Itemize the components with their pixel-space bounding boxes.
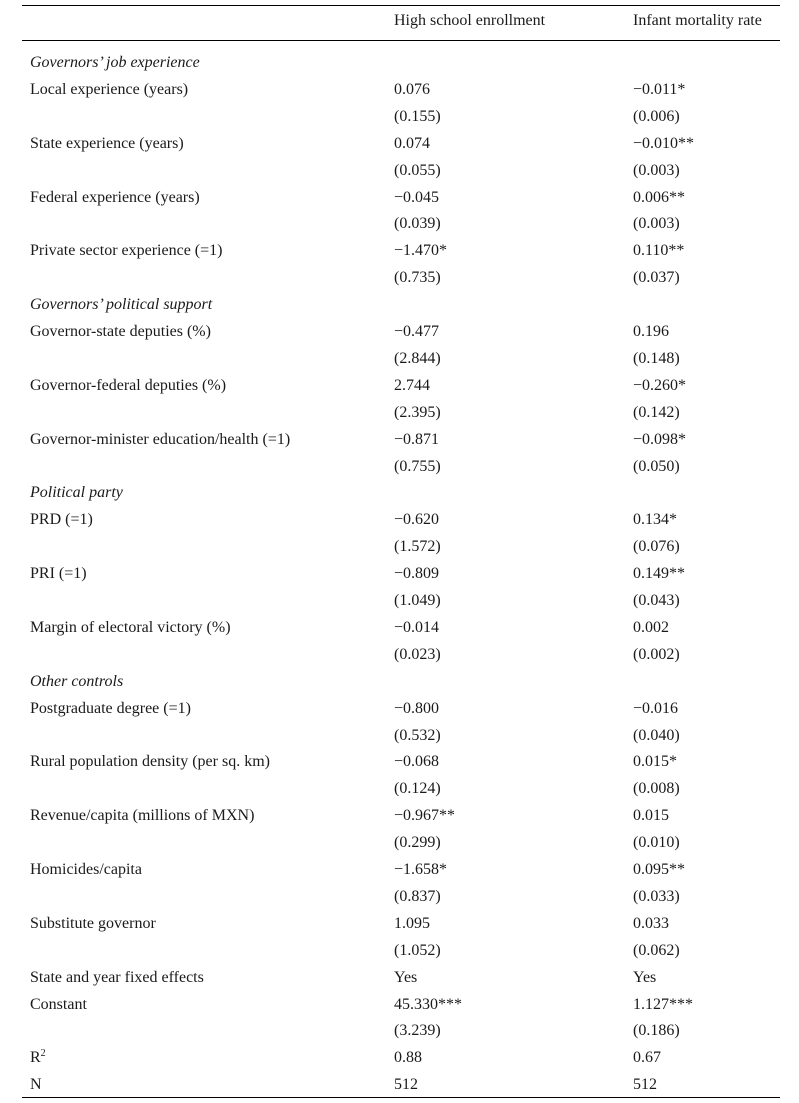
std-error-row [0,779,799,806]
row-label [30,618,231,638]
row-label-text: Governor-federal deputies (%) [30,376,227,394]
std-error-row [0,403,799,430]
section-heading-row [0,53,799,80]
std-error-row [0,214,799,241]
section-heading-row [0,295,799,322]
infant-mortality-rate-value: (0.003) [633,215,680,233]
high-school-enrollment-value: 512 [394,1076,418,1094]
std-error-row [0,887,799,914]
high-school-enrollment-value: 0.076 [394,80,430,98]
row-label-text: State experience (years) [30,134,184,152]
row-label-text: Local experience (years) [30,80,189,98]
std-error-row [0,833,799,860]
infant-mortality-rate-value: 0.67 [633,1049,661,1067]
table-row [0,134,799,161]
std-error-row [0,1021,799,1048]
row-label [30,995,87,1015]
high-school-enrollment-value: 1.095 [394,914,430,932]
table-row [0,1048,799,1075]
infant-mortality-rate-value: Yes [633,968,657,986]
infant-mortality-rate-value: (0.148) [633,349,680,367]
table-row [0,699,799,726]
row-label-text: Governor-state deputies (%) [30,323,211,340]
row-label-text: Margin of electoral victory (%) [30,618,231,636]
high-school-enrollment-value: (0.299) [394,834,441,852]
row-label [30,430,290,450]
section-heading: Governors’ job experience [30,54,200,71]
table-row [0,618,799,645]
high-school-enrollment-value: −0.871 [394,430,440,448]
row-label [30,914,156,934]
infant-mortality-rate-value: 0.149** [633,565,685,583]
std-error-row [0,941,799,968]
table-row [0,510,799,537]
std-error-row [0,268,799,295]
section-heading-row [0,483,799,510]
row-label-text: Private sector experience (=1) [30,242,223,260]
header-rule [22,40,780,41]
infant-mortality-rate-value: −0.016 [633,699,679,717]
infant-mortality-rate-value: (0.006) [633,107,680,125]
high-school-enrollment-value: (2.395) [394,403,441,421]
row-label [30,806,254,826]
table-row [0,914,799,941]
std-error-row [0,349,799,376]
high-school-enrollment-value: (1.572) [394,538,441,556]
high-school-enrollment-value: (0.532) [394,726,441,744]
header-row [0,11,799,38]
high-school-enrollment-value: Yes [394,968,418,986]
row-label-text: Rural population density (per sq. km) [30,753,270,771]
row-label [30,322,211,342]
table-row [0,564,799,591]
high-school-enrollment-value: −0.045 [394,188,440,206]
infant-mortality-rate-value: 0.033 [633,914,669,932]
std-error-row [0,645,799,672]
infant-mortality-rate-value: (0.033) [633,887,680,905]
table-row [0,860,799,887]
high-school-enrollment-value: (1.049) [394,592,441,609]
row-label-text: State and year fixed effects [30,968,204,986]
table-row [0,322,799,349]
infant-mortality-rate-value: (0.076) [633,538,680,556]
row-label [30,1048,46,1068]
row-label-text: Revenue/capita (millions of MXN) [30,807,255,825]
infant-mortality-rate-value: 0.110** [633,242,685,260]
high-school-enrollment-value: (0.124) [394,780,441,798]
std-error-row [0,457,799,484]
infant-mortality-rate-value: 0.095** [633,861,685,878]
high-school-enrollment-value: −0.477 [394,323,440,340]
row-label [30,752,270,772]
infant-mortality-rate-value: (0.002) [633,645,680,663]
infant-mortality-rate-value: 0.002 [633,618,669,636]
table-row [0,1075,799,1102]
infant-mortality-rate-value: (0.008) [633,780,680,798]
infant-mortality-rate-value: (0.040) [633,726,680,744]
infant-mortality-rate-value: −0.098* [633,430,687,448]
high-school-enrollment-value: (2.844) [394,349,441,367]
high-school-enrollment-value: −0.967** [394,807,456,825]
high-school-enrollment-value: (0.837) [394,887,441,905]
high-school-enrollment-value: (0.039) [394,215,441,233]
std-error-row [0,161,799,188]
table-row [0,995,799,1022]
infant-mortality-rate-value: 1.127*** [633,995,693,1013]
infant-mortality-rate-value: (0.043) [633,592,680,609]
row-label [30,699,191,719]
row-label-text: Federal experience (years) [30,188,200,206]
row-label [30,134,184,154]
infant-mortality-rate-value: 0.134* [633,511,677,529]
high-school-enrollment-value: (0.155) [394,107,441,125]
infant-mortality-rate-value: (0.050) [633,457,680,475]
infant-mortality-rate-value: 512 [633,1076,657,1094]
table-row [0,430,799,457]
table-row [0,968,799,995]
high-school-enrollment-value: 45.330*** [394,995,462,1013]
row-label-text: R [30,1049,41,1067]
row-label [30,510,93,530]
std-error-row [0,591,799,618]
high-school-enrollment-value: −0.809 [394,565,440,583]
table-row [0,188,799,215]
infant-mortality-rate-value: (0.142) [633,403,680,421]
high-school-enrollment-value: −0.620 [394,511,440,529]
section-heading: Governors’ political support [30,296,213,314]
high-school-enrollment-value: (0.755) [394,457,441,475]
high-school-enrollment-value: 0.88 [394,1049,422,1067]
row-label [30,564,87,584]
infant-mortality-rate-value: −0.011* [633,80,686,98]
top-rule [22,5,780,6]
std-error-row [0,537,799,564]
row-label [30,376,226,396]
high-school-enrollment-value: −0.068 [394,753,440,771]
row-label-text: Postgraduate degree (=1) [30,699,191,717]
high-school-enrollment-value: (0.735) [394,269,441,287]
infant-mortality-rate-value: 0.006** [633,188,685,206]
row-label-text: Homicides/capita [30,861,142,878]
infant-mortality-rate-value: 0.196 [633,323,669,340]
row-label [30,80,188,100]
table-row [0,806,799,833]
infant-mortality-rate-value: (0.010) [633,834,680,852]
high-school-enrollment-value: (0.055) [394,161,441,179]
row-label [30,188,200,208]
infant-mortality-rate-value: 0.015* [633,753,677,771]
row-label-text: PRD (=1) [30,511,93,529]
high-school-enrollment-value: 0.074 [394,134,430,152]
row-label [30,241,222,261]
row-label [30,860,142,880]
table-row [0,376,799,403]
bottom-rule [22,1097,780,1098]
high-school-enrollment-value: (1.052) [394,941,441,959]
infant-mortality-rate-value: 0.015 [633,807,669,825]
high-school-enrollment-value: −1.470* [394,242,448,260]
high-school-enrollment-value: 2.744 [394,376,430,394]
table-row [0,241,799,268]
row-label-text: Constant [30,995,87,1013]
infant-mortality-rate-value: (0.037) [633,269,680,287]
row-label [30,968,204,988]
section-heading: Political party [30,484,123,502]
infant-mortality-rate-value: (0.186) [633,1022,680,1040]
row-label-text: Substitute governor [30,914,156,932]
column-header-high-school-enrollment: High school enrollment [394,12,546,29]
std-error-row [0,107,799,134]
column-header-infant-mortality-rate: Infant mortality rate [633,12,762,29]
section-heading-row [0,672,799,699]
high-school-enrollment-value: −0.014 [394,618,440,636]
row-label-text: Governor-minister education/health (=1) [30,430,291,448]
row-label [30,1075,42,1095]
row-label-superscript: 2 [40,1048,46,1060]
std-error-row [0,726,799,753]
infant-mortality-rate-value: (0.003) [633,161,680,179]
infant-mortality-rate-value: −0.260* [633,376,687,394]
table-row [0,80,799,107]
section-heading: Other controls [30,672,124,690]
high-school-enrollment-value: −1.658* [394,861,448,878]
infant-mortality-rate-value: −0.010** [633,134,695,152]
row-label-text: PRI (=1) [30,565,87,583]
row-label-text: N [30,1076,42,1094]
high-school-enrollment-value: −0.800 [394,699,440,717]
table-row [0,752,799,779]
high-school-enrollment-value: (3.239) [394,1022,441,1040]
infant-mortality-rate-value: (0.062) [633,941,680,959]
high-school-enrollment-value: (0.023) [394,645,441,663]
